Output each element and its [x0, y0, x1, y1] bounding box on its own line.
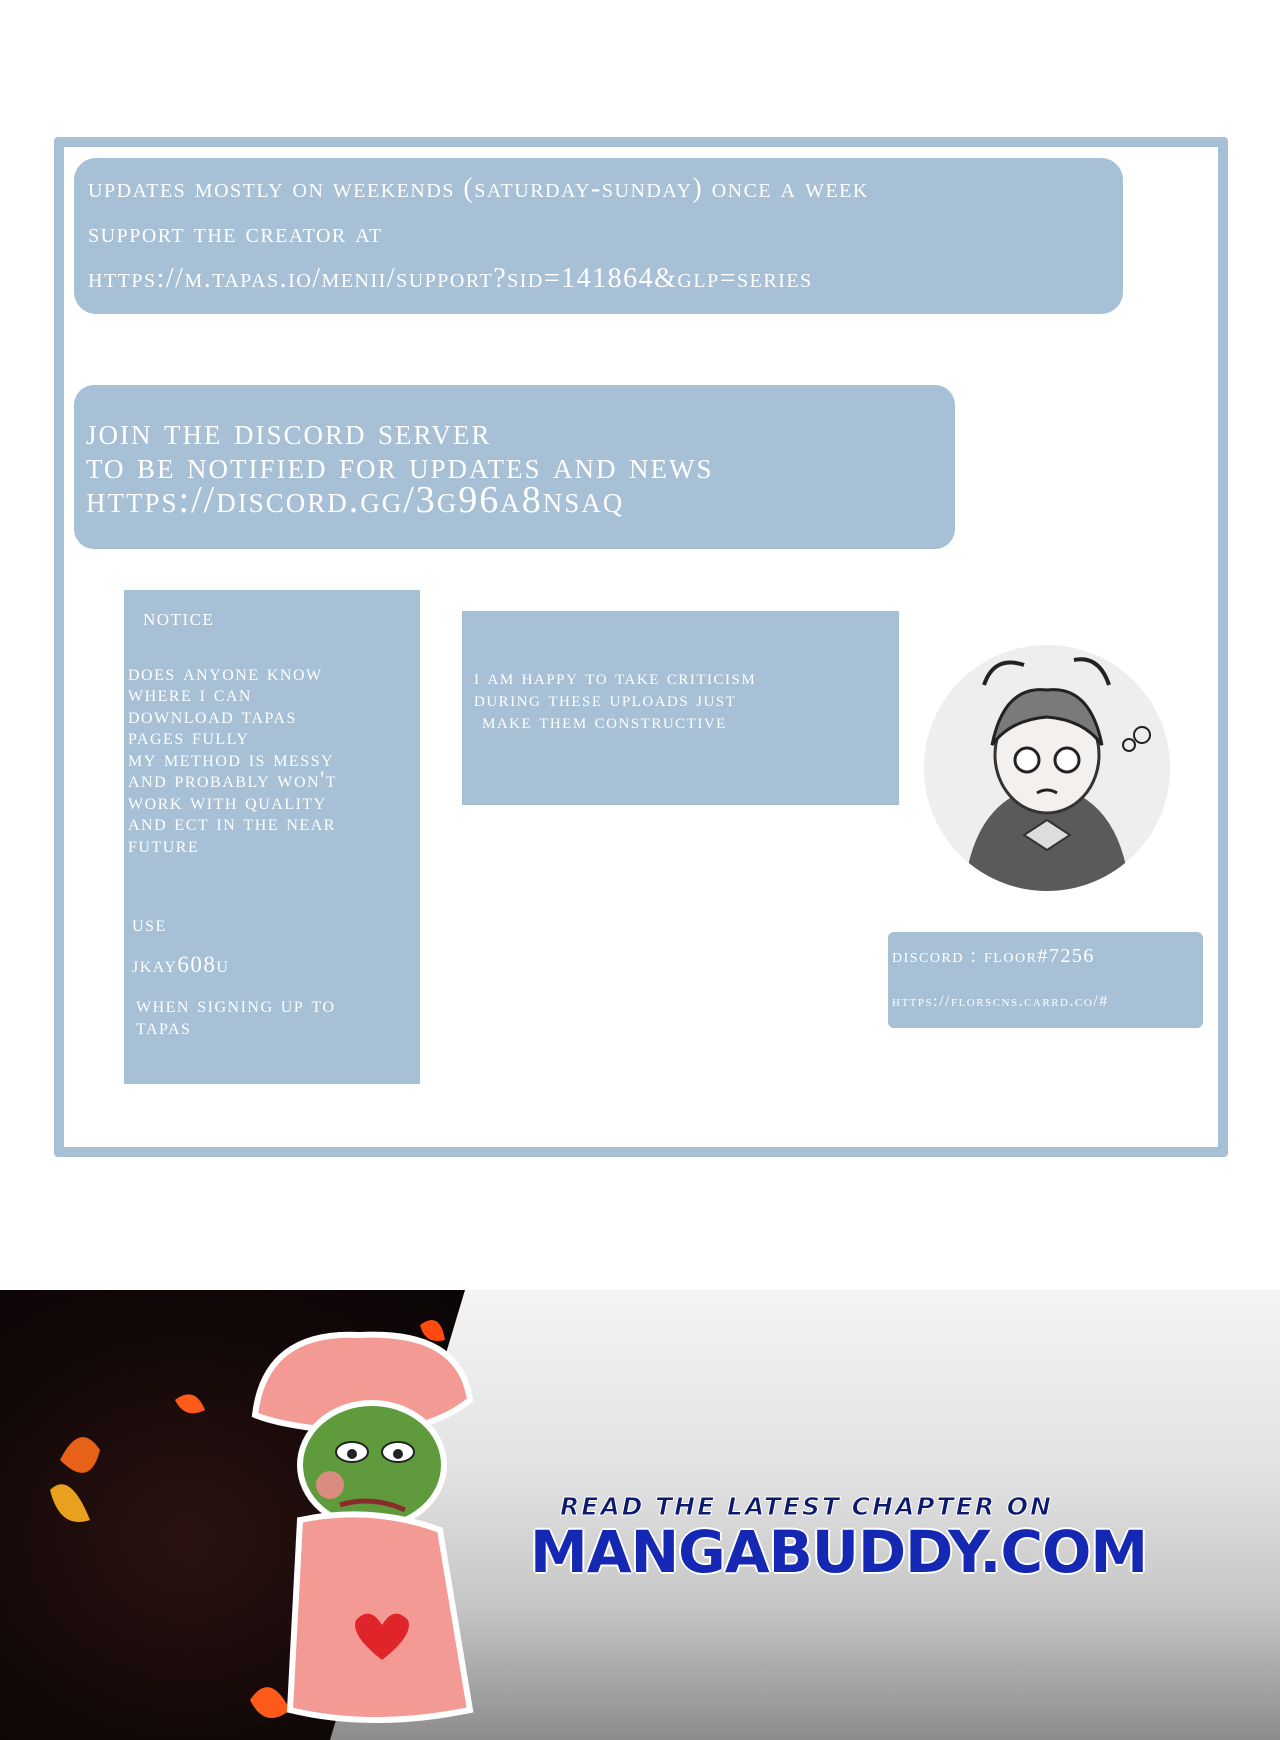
- banner-tagline: READ THE LATEST CHAPTER ON: [560, 1492, 1053, 1521]
- discord-box: [74, 385, 955, 549]
- criticism-line: make them constructive: [482, 708, 727, 733]
- referral-code: jkay608u: [132, 951, 230, 977]
- notice-box: [124, 590, 420, 1084]
- notice-line: future: [128, 831, 200, 857]
- criticism-line: i am happy to take criticism: [474, 664, 757, 689]
- notice-line: pages fully: [128, 724, 250, 749]
- notice-line: download tapas: [128, 702, 297, 728]
- notice-line: where i can: [128, 681, 252, 706]
- pepe-mascot-illustration: [0, 1290, 480, 1740]
- discord-notify-text: to be notified for updates and news: [86, 445, 714, 487]
- creator-avatar: [924, 645, 1170, 891]
- notice-line: my method is messy: [128, 745, 335, 771]
- notice-line: work with quality: [128, 788, 327, 814]
- notice-signup-line: tapas: [136, 1013, 192, 1039]
- notice-signup: [128, 994, 416, 1037]
- notice-use-label: use: [132, 911, 167, 936]
- contact-box: [888, 932, 1203, 1028]
- criticism-line: during these uploads just: [474, 686, 737, 711]
- notice-signup-line: when signing up to: [136, 992, 336, 1017]
- criticism-box: [462, 611, 899, 805]
- updates-box: [74, 158, 1123, 314]
- carrd-link[interactable]: https://florscns.carrd.co/#: [892, 993, 1109, 1010]
- discord-join-text: join the discord server: [86, 411, 492, 453]
- banner-site-name[interactable]: MANGABUDDY.COM: [530, 1518, 1148, 1586]
- notice-line: does anyone know: [128, 659, 323, 685]
- support-label: support the creator at: [88, 218, 383, 249]
- discord-tag: discord : floor#7256: [892, 945, 1095, 967]
- notice-body: [128, 659, 416, 857]
- support-link[interactable]: https://m.tapas.io/menii/support?sid=141864&glp=series: [88, 263, 813, 294]
- promo-banner[interactable]: [0, 1290, 1280, 1740]
- notice-title: notice: [143, 605, 215, 631]
- anime-girl-illustration: [924, 645, 1170, 891]
- notice-line: and ect in the near: [128, 810, 336, 835]
- notice-line: and probably won't: [128, 767, 338, 792]
- update-schedule-text: updates mostly on weekends (saturday-sunday) once a week: [88, 173, 869, 204]
- discord-invite-link[interactable]: https://discord.gg/3g96a8nsaq: [86, 479, 625, 521]
